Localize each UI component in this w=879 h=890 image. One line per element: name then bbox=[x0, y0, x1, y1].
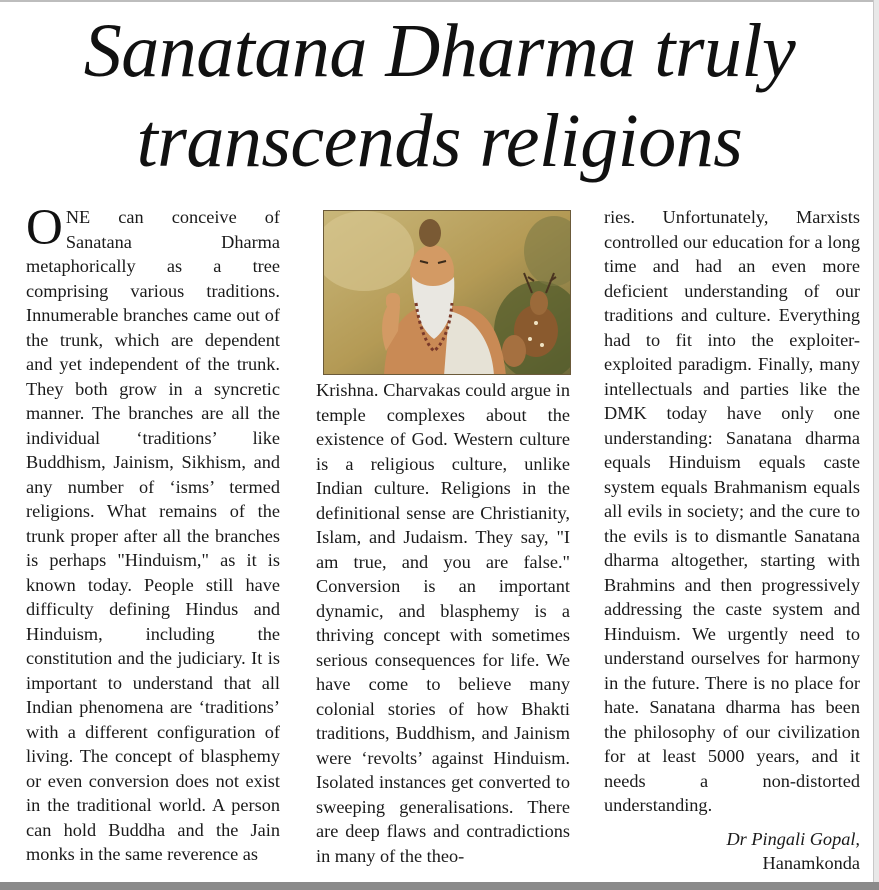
column-3-text: ries. Unfortunately, Marxists controlled our education for a long time and had an even more deficient understanding of our traditions and culture. Everything had to fit into the exploiter-exploited paradigm. Finally, many intellectuals and parties like the DMK today have only one understanding: Sanatana dharma equals Hinduism equals caste system equals Brahmanism equals all evils in society; and the cure to the evils is to dismantle Sanatana dharma altogether, starting with Brahmins and then progressively addressing the caste system and Hinduism. We urgently need to understand ourselves for harmony in the future. There is no place for hate. Sanatana dharma has been the philosophy of our civilization for at least 5000 years, and it needs a non-distorted understanding. bbox=[604, 207, 860, 815]
article-column-2 bbox=[316, 378, 570, 868]
article-headline bbox=[0, 6, 879, 186]
page-top-border bbox=[0, 0, 879, 2]
author-name: Dr Pingali Gopal, bbox=[726, 829, 860, 849]
article-column-1 bbox=[26, 200, 280, 867]
article-column-3 bbox=[604, 205, 860, 818]
column-2-text: Krishna. Charvakas could argue in temple complexes about the existence of God. Western culture is a religious culture, unlike Indian culture. Religions in the definitional sense are Christianity, Islam, and Judaism. They say, "I am true, and you are false." Conversion is an important dynamic, and blasphemy is a thriving concept with sometimes serious consequences for life. We have come to believe many colonial stories of how Bhakti traditions, Buddhism, and Jainism were ‘revolts’ against Hinduism. Isolated instances get converted to sweeping generalisations. There are deep flaws and contradictions in many of the theo- bbox=[316, 380, 570, 866]
headline-line-1: Sanatana Dharma truly bbox=[83, 9, 796, 93]
headline-line-2: transcends religions bbox=[136, 99, 743, 183]
drop-cap: O bbox=[26, 200, 63, 256]
sage-painting-icon bbox=[323, 210, 571, 375]
author-location: Hanamkonda bbox=[762, 853, 860, 873]
page-bottom-border bbox=[0, 882, 879, 890]
column-1-text: NE can conceive of Sanatana Dharma metaphorically as a tree comprising various traditions. Innumerable branches came out of the trunk, which are dependent and yet independent of the trunk. They both grow in a syncretic manner. The branches are all the individual ‘traditions’ like Buddhism, Jainism, Sikhism, and any number of ‘isms’ termed religions. What remains of the trunk proper after all the branches is perhaps "Hinduism," as it is known today. People still have difficulty defining Hindus and Hinduism, including the constitution and the judiciary. It is important to understand that all Indian phenomena are ‘traditions’ with a different configuration of living. The concept of blasphemy or even conversion does not exist in the traditional world. A person can hold Buddha and the Jain monks in the same reverence as bbox=[26, 207, 280, 864]
